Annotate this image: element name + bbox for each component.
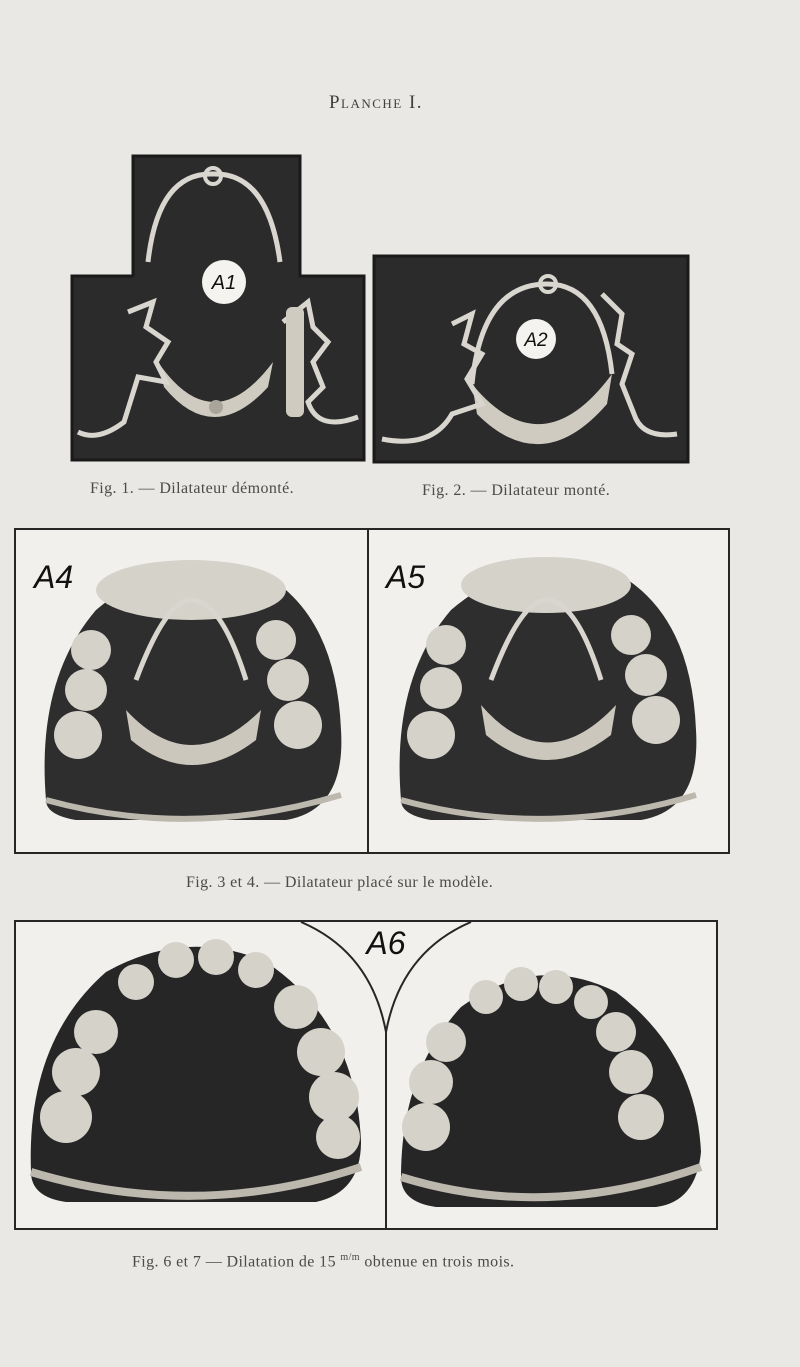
figure-4-label: A5 — [386, 559, 426, 595]
figure-6-7-caption — [132, 1252, 514, 1271]
figure-6-7-caption-suffix: obtenue en trois mois. — [359, 1253, 515, 1271]
figure-2-caption: Fig. 2. — Dilatateur monté. — [422, 482, 611, 499]
figure-6-7-caption-prefix: Fig. 6 et 7 — Dilatation de 15 — [132, 1253, 341, 1271]
figure-3-4-caption: Fig. 3 et 4. — Dilatateur placé sur le modèle. — [186, 874, 494, 891]
figure-6-label: A6 — [366, 925, 406, 961]
figure-2-label: A2 — [524, 330, 548, 351]
figure-1-label: A1 — [211, 272, 237, 294]
figure-1-photo — [68, 152, 368, 464]
figure-2-photo — [372, 254, 690, 464]
figure-6-7-caption-unit: m/m — [340, 1252, 360, 1263]
plate-title: Planche I. — [328, 92, 424, 113]
figure-3-label: A4 — [34, 559, 74, 595]
figure-3-4-photos — [14, 528, 730, 854]
figure-6-7-photos — [14, 920, 718, 1230]
figure-1-caption: Fig. 1. — Dilatateur démonté. — [90, 480, 295, 497]
